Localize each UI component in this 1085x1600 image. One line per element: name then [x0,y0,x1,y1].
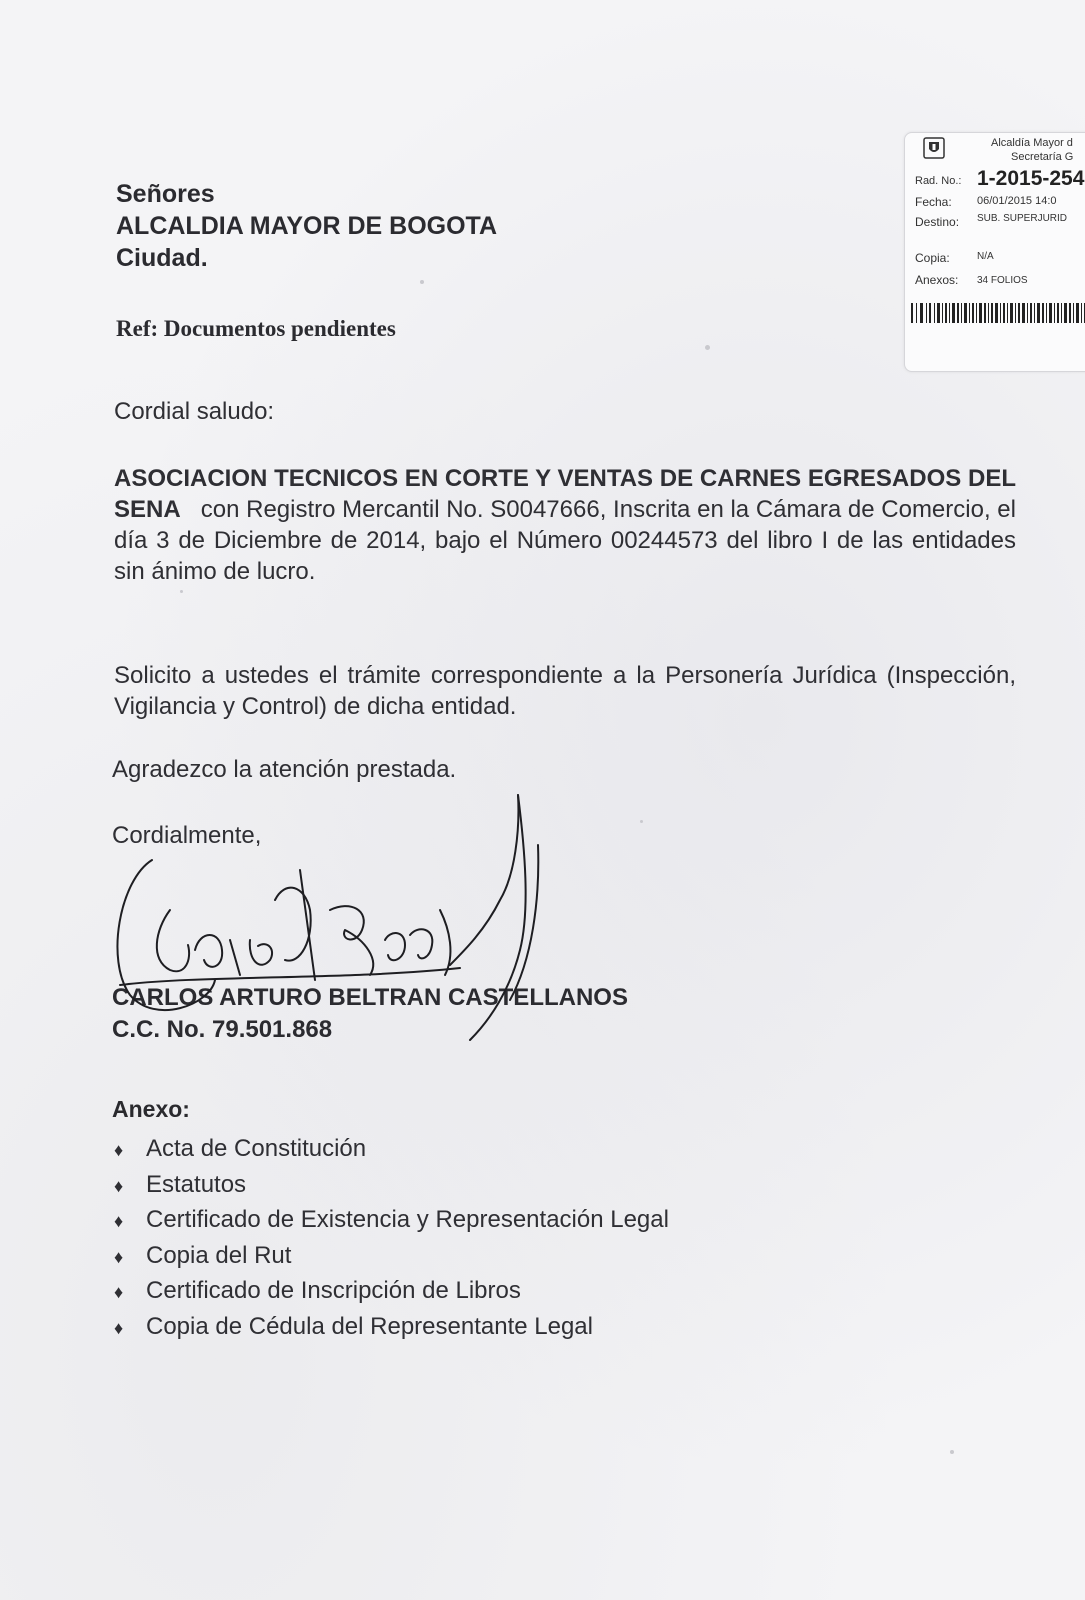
list-item [114,1168,669,1204]
recipient-city: Ciudad. [116,244,208,272]
scan-speck [640,820,643,823]
scan-speck [950,1450,954,1454]
annex-item-label: Copia de Cédula del Representante Legal [146,1312,593,1340]
annex-item-label: Estatutos [146,1170,247,1198]
stamp-copia-label: Copia: [915,251,950,265]
stamp-header-line2: Secretaría G [1011,151,1074,163]
stamp-destino-label: Destino: [915,215,960,229]
reception-stamp [904,132,1085,372]
greeting: Cordial saludo: [114,398,275,425]
annex-item-label: Acta de Constitución [146,1135,367,1162]
recipient-organization: ALCALDIA MAYOR DE BOGOTA [116,212,498,240]
recipient-salutation: Señores [116,180,215,208]
diamond-bullet-icon: ♦ [114,1282,124,1302]
coat-of-arms-icon [923,137,945,159]
list-item [114,1274,669,1310]
barcode [911,303,1085,323]
annex-item-label: Copia del Rut [146,1241,292,1269]
stamp-rad-value: 1-2015-254 [977,167,1085,190]
closing: Cordialmente, [112,822,262,849]
annex-item-label: Certificado de Inscripción de Libros [146,1277,521,1304]
stamp-anexos-label: Anexos: [915,273,959,287]
stamp-fecha-value: 06/01/2015 14:0 [977,195,1057,207]
diamond-bullet-icon: ♦ [114,1317,124,1338]
stamp-destino-value: SUB. SUPERJURID [977,213,1068,224]
list-item [114,1132,669,1168]
diamond-bullet-icon: ♦ [114,1246,124,1267]
scan-speck [180,590,183,593]
annex-item-label: Certificado de Existencia y Representación Legal [146,1206,669,1233]
body-paragraph-2: Solicito a ustedes el trámite correspondiente a la Personería Jurídica (Inspección, Vigilancia y Control) de dicha entidad. [114,662,1016,720]
thanks-line: Agradezco la atención prestada. [112,756,457,783]
signer-id: C.C. No. 79.501.868 [112,1016,333,1043]
signer-name: CARLOS ARTURO BELTRAN CASTELLANOS [112,984,628,1011]
list-item [114,1203,669,1239]
list-item [114,1310,669,1346]
annex-list [114,1132,669,1345]
scan-speck [705,345,710,350]
diamond-bullet-icon: ♦ [114,1175,124,1196]
stamp-copia-value: N/A [977,251,994,262]
list-item [114,1239,669,1275]
stamp-fecha-label: Fecha: [915,195,952,209]
association-name: ASOCIACION TECNICOS EN CORTE Y VENTAS DE CARNES EGRESADOS DEL SENA [114,465,1016,523]
body-paragraph-1 [114,463,1016,587]
diamond-bullet-icon: ♦ [114,1140,124,1160]
registration-details: con Registro Mercantil No. S0047666, Inscrita en la Cámara de Comercio, el día 3 de Diciembre de 2014, bajo el Número 00244573 del libro I de las entidades sin ánimo de lucro. [114,496,1016,585]
scan-speck [420,280,424,284]
stamp-header-line1: Alcaldía Mayor d [991,137,1073,149]
diamond-bullet-icon: ♦ [114,1211,124,1231]
stamp-anexos-value: 34 FOLIOS [977,275,1028,286]
stamp-rad-label: Rad. No.: [915,175,962,187]
annex-title: Anexo: [112,1096,190,1122]
reference-line: Ref: Documentos pendientes [116,316,396,341]
